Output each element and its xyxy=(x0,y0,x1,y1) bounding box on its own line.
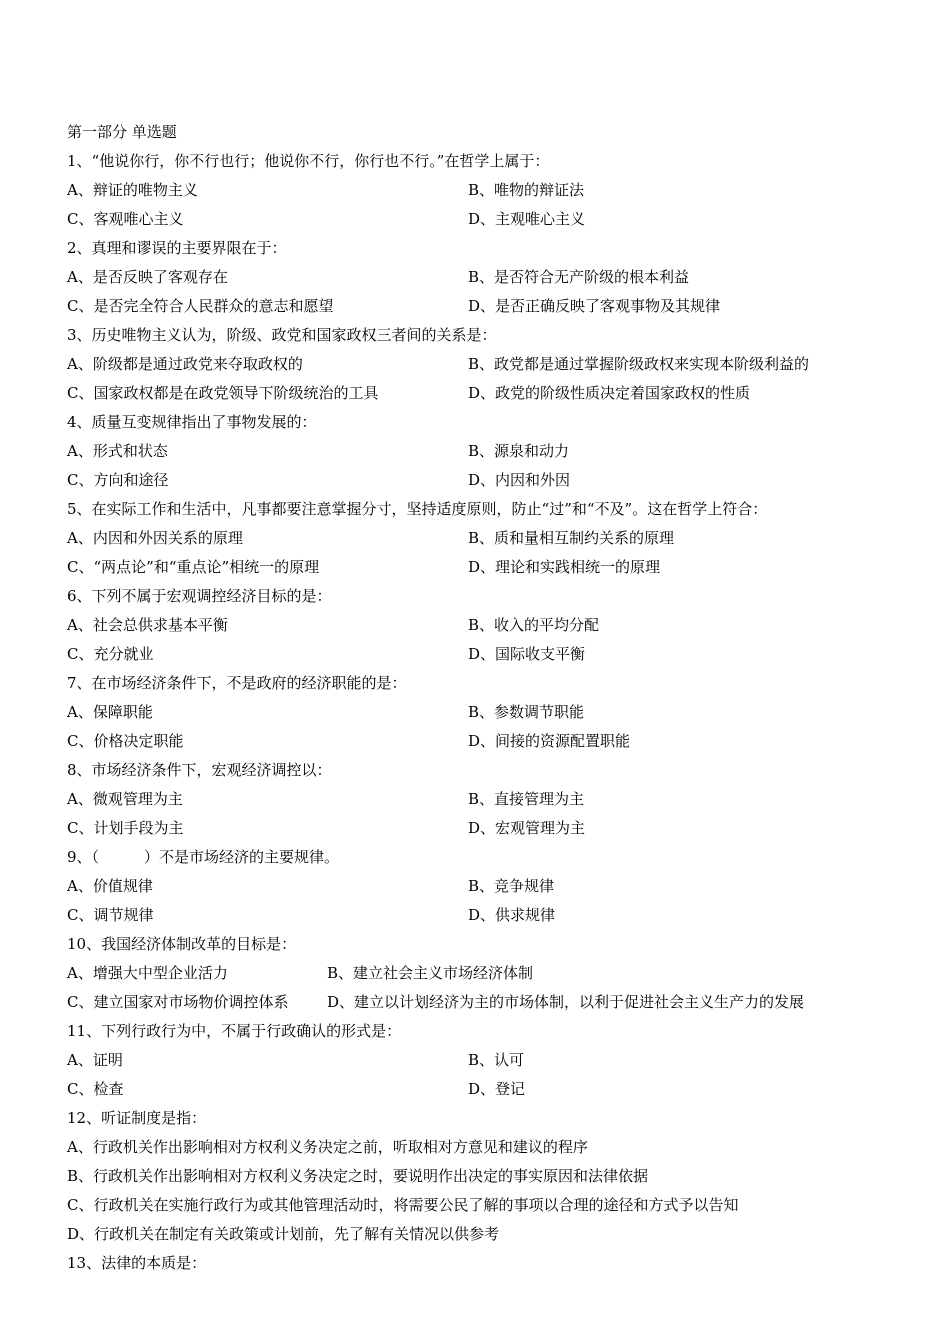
option-d: D、政党的阶级性质决定着国家政权的性质 xyxy=(468,384,751,402)
option-c: C、检查 xyxy=(67,1080,124,1098)
option-a: A、辩证的唯物主义 xyxy=(67,181,198,199)
option-c: C、“两点论”和“重点论”相统一的原理 xyxy=(67,558,320,576)
option-c: C、是否完全符合人民群众的意志和愿望 xyxy=(67,297,334,315)
option-row xyxy=(67,553,927,582)
exam-page xyxy=(67,118,927,1278)
option-a: A、行政机关作出影响相对方权利义务决定之前，听取相对方意见和建议的程序 xyxy=(67,1138,588,1156)
option-a: A、社会总供求基本平衡 xyxy=(67,616,228,634)
option-row xyxy=(67,466,927,495)
question-stem: 1、“他说你行，你不行也行；他说你不行，你行也不行。”在哲学上属于： xyxy=(67,152,550,170)
question-stem: 12、听证制度是指： xyxy=(67,1109,207,1127)
option-a: A、微观管理为主 xyxy=(67,790,183,808)
option-row xyxy=(67,640,927,669)
option-b: B、收入的平均分配 xyxy=(468,616,600,634)
option-b: B、行政机关作出影响相对方权利义务决定之时，要说明作出决定的事实原因和法律依据 xyxy=(67,1167,649,1185)
option-b: B、建立社会主义市场经济体制 xyxy=(327,964,534,982)
option-d: D、内因和外因 xyxy=(468,471,571,489)
option-a: A、保障职能 xyxy=(67,703,153,721)
option-row xyxy=(67,350,927,379)
option-row xyxy=(67,611,927,640)
option-row xyxy=(67,205,927,234)
option-b: B、直接管理为主 xyxy=(468,790,585,808)
option-d: D、建立以计划经济为主的市场体制，以利于促进社会主义生产力的发展 xyxy=(327,993,805,1011)
question-stem: 6、下列不属于宏观调控经济目标的是： xyxy=(67,587,332,605)
option-b: B、参数调节职能 xyxy=(468,703,585,721)
option-row xyxy=(67,292,927,321)
option-c: C、方向和途径 xyxy=(67,471,169,489)
option-a: A、是否反映了客观存在 xyxy=(67,268,228,286)
option-row xyxy=(67,872,927,901)
option-b: B、质和量相互制约关系的原理 xyxy=(468,529,675,547)
question-stem: 5、在实际工作和生活中，凡事都要注意掌握分寸，坚持适度原则，防止“过”和“不及”。这在哲学上符合： xyxy=(67,500,768,518)
option-b: B、认可 xyxy=(468,1051,525,1069)
option-c: C、调节规律 xyxy=(67,906,154,924)
option-d: D、供求规律 xyxy=(468,906,556,924)
option-row xyxy=(67,524,927,553)
option-d: D、宏观管理为主 xyxy=(468,819,586,837)
option-b: B、唯物的辩证法 xyxy=(468,181,585,199)
option-d: D、登记 xyxy=(468,1080,526,1098)
question-stem: 8、市场经济条件下，宏观经济调控以： xyxy=(67,761,332,779)
option-b: B、竞争规律 xyxy=(468,877,555,895)
option-d: D、间接的资源配置职能 xyxy=(468,732,631,750)
option-row xyxy=(67,263,927,292)
option-a: A、价值规律 xyxy=(67,877,153,895)
option-b: B、政党都是通过掌握阶级政权来实现本阶级利益的 xyxy=(468,355,810,373)
option-a: A、增强大中型企业活力 xyxy=(67,964,228,982)
option-b: B、源泉和动力 xyxy=(468,442,570,460)
option-c: C、充分就业 xyxy=(67,645,154,663)
option-a: A、证明 xyxy=(67,1051,123,1069)
option-row xyxy=(67,698,927,727)
option-c: C、行政机关在实施行政行为或其他管理活动时，将需要公民了解的事项以合理的途径和方式予以告知 xyxy=(67,1196,739,1214)
question-stem: 10、我国经济体制改革的目标是： xyxy=(67,935,297,953)
option-d: D、国际收支平衡 xyxy=(468,645,586,663)
option-c: C、计划手段为主 xyxy=(67,819,184,837)
question-stem: 9、（ ）不是市场经济的主要规律。 xyxy=(67,848,340,866)
option-d: D、是否正确反映了客观事物及其规律 xyxy=(468,297,721,315)
option-row xyxy=(67,379,927,408)
question-stem: 7、在市场经济条件下，不是政府的经济职能的是： xyxy=(67,674,407,692)
option-row xyxy=(67,988,927,1017)
question-stem: 4、质量互变规律指出了事物发展的： xyxy=(67,413,317,431)
option-row xyxy=(67,814,927,843)
option-d: D、行政机关在制定有关政策或计划前，先了解有关情况以供参考 xyxy=(67,1225,500,1243)
option-c: C、国家政权都是在政党领导下阶级统治的工具 xyxy=(67,384,379,402)
option-row xyxy=(67,901,927,930)
question-stem: 13、法律的本质是： xyxy=(67,1254,207,1272)
question-stem: 3、历史唯物主义认为，阶级、政党和国家政权三者间的关系是： xyxy=(67,326,497,344)
option-c: C、客观唯心主义 xyxy=(67,210,184,228)
option-c: C、建立国家对市场物价调控体系 xyxy=(67,993,289,1011)
option-a: A、形式和状态 xyxy=(67,442,168,460)
option-b: B、是否符合无产阶级的根本利益 xyxy=(468,268,690,286)
option-d: D、理论和实践相统一的原理 xyxy=(468,558,661,576)
option-a: A、阶级都是通过政党来夺取政权的 xyxy=(67,355,303,373)
option-row xyxy=(67,785,927,814)
option-row xyxy=(67,176,927,205)
option-row xyxy=(67,1046,927,1075)
option-row xyxy=(67,1075,927,1104)
option-row xyxy=(67,437,927,466)
option-d: D、主观唯心主义 xyxy=(468,210,586,228)
option-row xyxy=(67,959,927,988)
question-stem: 2、真理和谬误的主要界限在于： xyxy=(67,239,287,257)
section-title: 第一部分 单选题 xyxy=(67,123,177,141)
question-stem: 11、下列行政行为中，不属于行政确认的形式是： xyxy=(67,1022,402,1040)
option-a: A、内因和外因关系的原理 xyxy=(67,529,243,547)
option-c: C、价格决定职能 xyxy=(67,732,184,750)
option-row xyxy=(67,727,927,756)
